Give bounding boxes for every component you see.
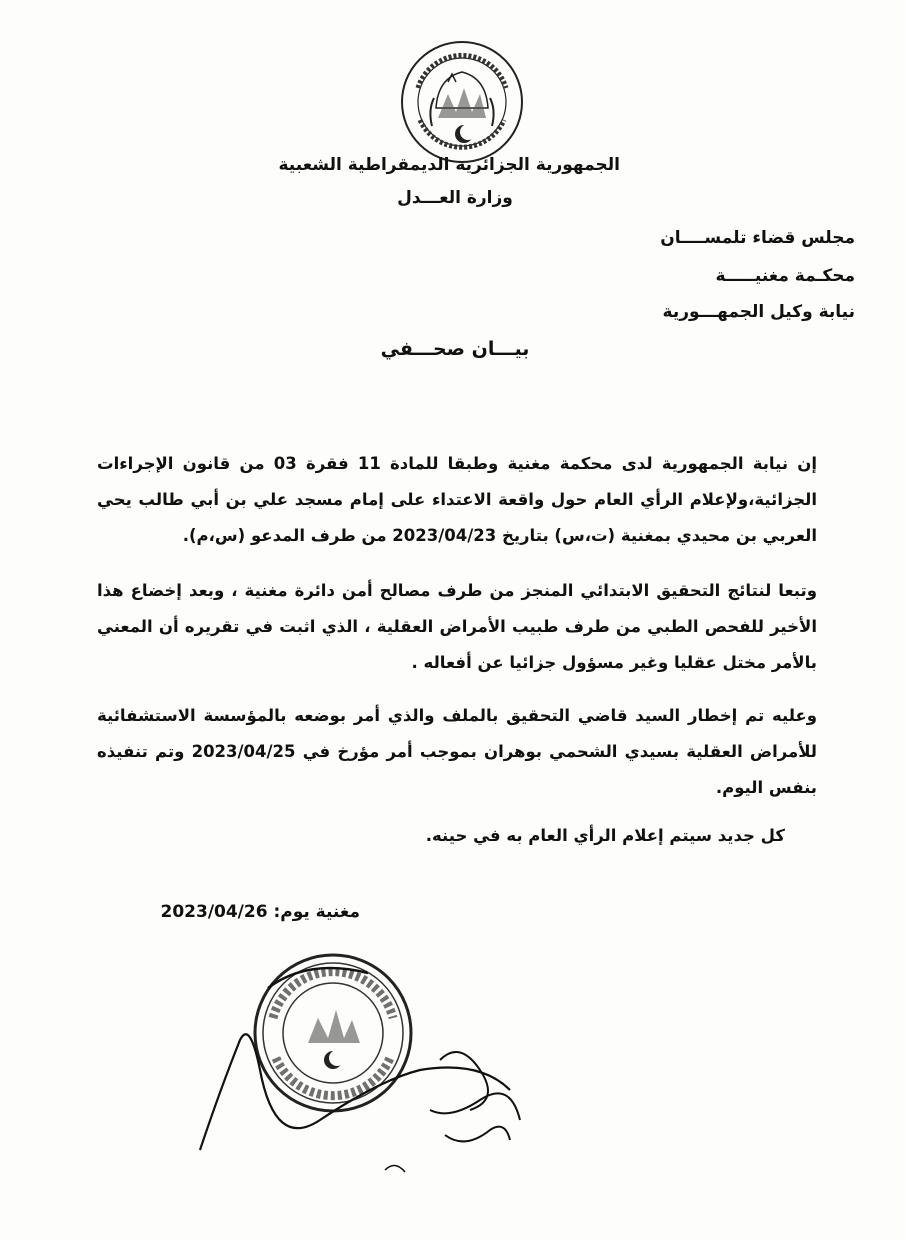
- court-name: محكـمة مغنيـــــة: [715, 266, 855, 286]
- date-line: مغنية يوم: 2023/04/26: [160, 902, 360, 922]
- ministry-title: وزارة العـــدل: [397, 188, 513, 208]
- judicial-council: مجلس قضاء تلمســــان: [660, 228, 855, 248]
- signature-icon: [180, 1000, 600, 1200]
- republic-title: الجمهورية الجزائرية الديمقراطية الشعبية: [278, 155, 620, 175]
- algeria-emblem-icon: [398, 38, 526, 166]
- document-title: بيـــان صحـــفي: [380, 338, 530, 360]
- closing-statement: كل جديد سيتم إعلام الرأي العام به في حينه.: [425, 826, 785, 845]
- paragraph: وتبعا لنتائج التحقيق الابتدائي المنجز من طرف مصالح أمن دائرة مغنية ، وبعد إخضاع هذا الأخير للفحص الطبي من طرف طبيب الأمراض العقلية ، الذي اثبت في تقريره أن المعني بالأمر مختل عقليا وغير مسؤول جزائيا عن أفعاله .: [97, 581, 817, 672]
- prosecution-office: نيابة وكيل الجمهـــورية: [662, 302, 855, 322]
- paragraph: إن نيابة الجمهورية لدى محكمة مغنية وطبقا للمادة 11 فقرة 03 من قانون الإجراءات الجزائية،ولإعلام الرأي العام حول واقعة الاعتداء على إمام مسجد علي بن أبي طالب يحي العربي بن محيدي بمغنية (ت،س) بتاريخ 2023/04/23 من طرف المدعو (س،م).: [97, 454, 817, 545]
- paragraph: وعليه تم إخطار السيد قاضي التحقيق بالملف والذي أمر بوضعه بالمؤسسة الاستشفائية للأمراض العقلية بسيدي الشحمي بوهران بموجب أمر مؤرخ في 2023/04/25 وتم تنفيذه بنفس اليوم.: [97, 706, 817, 797]
